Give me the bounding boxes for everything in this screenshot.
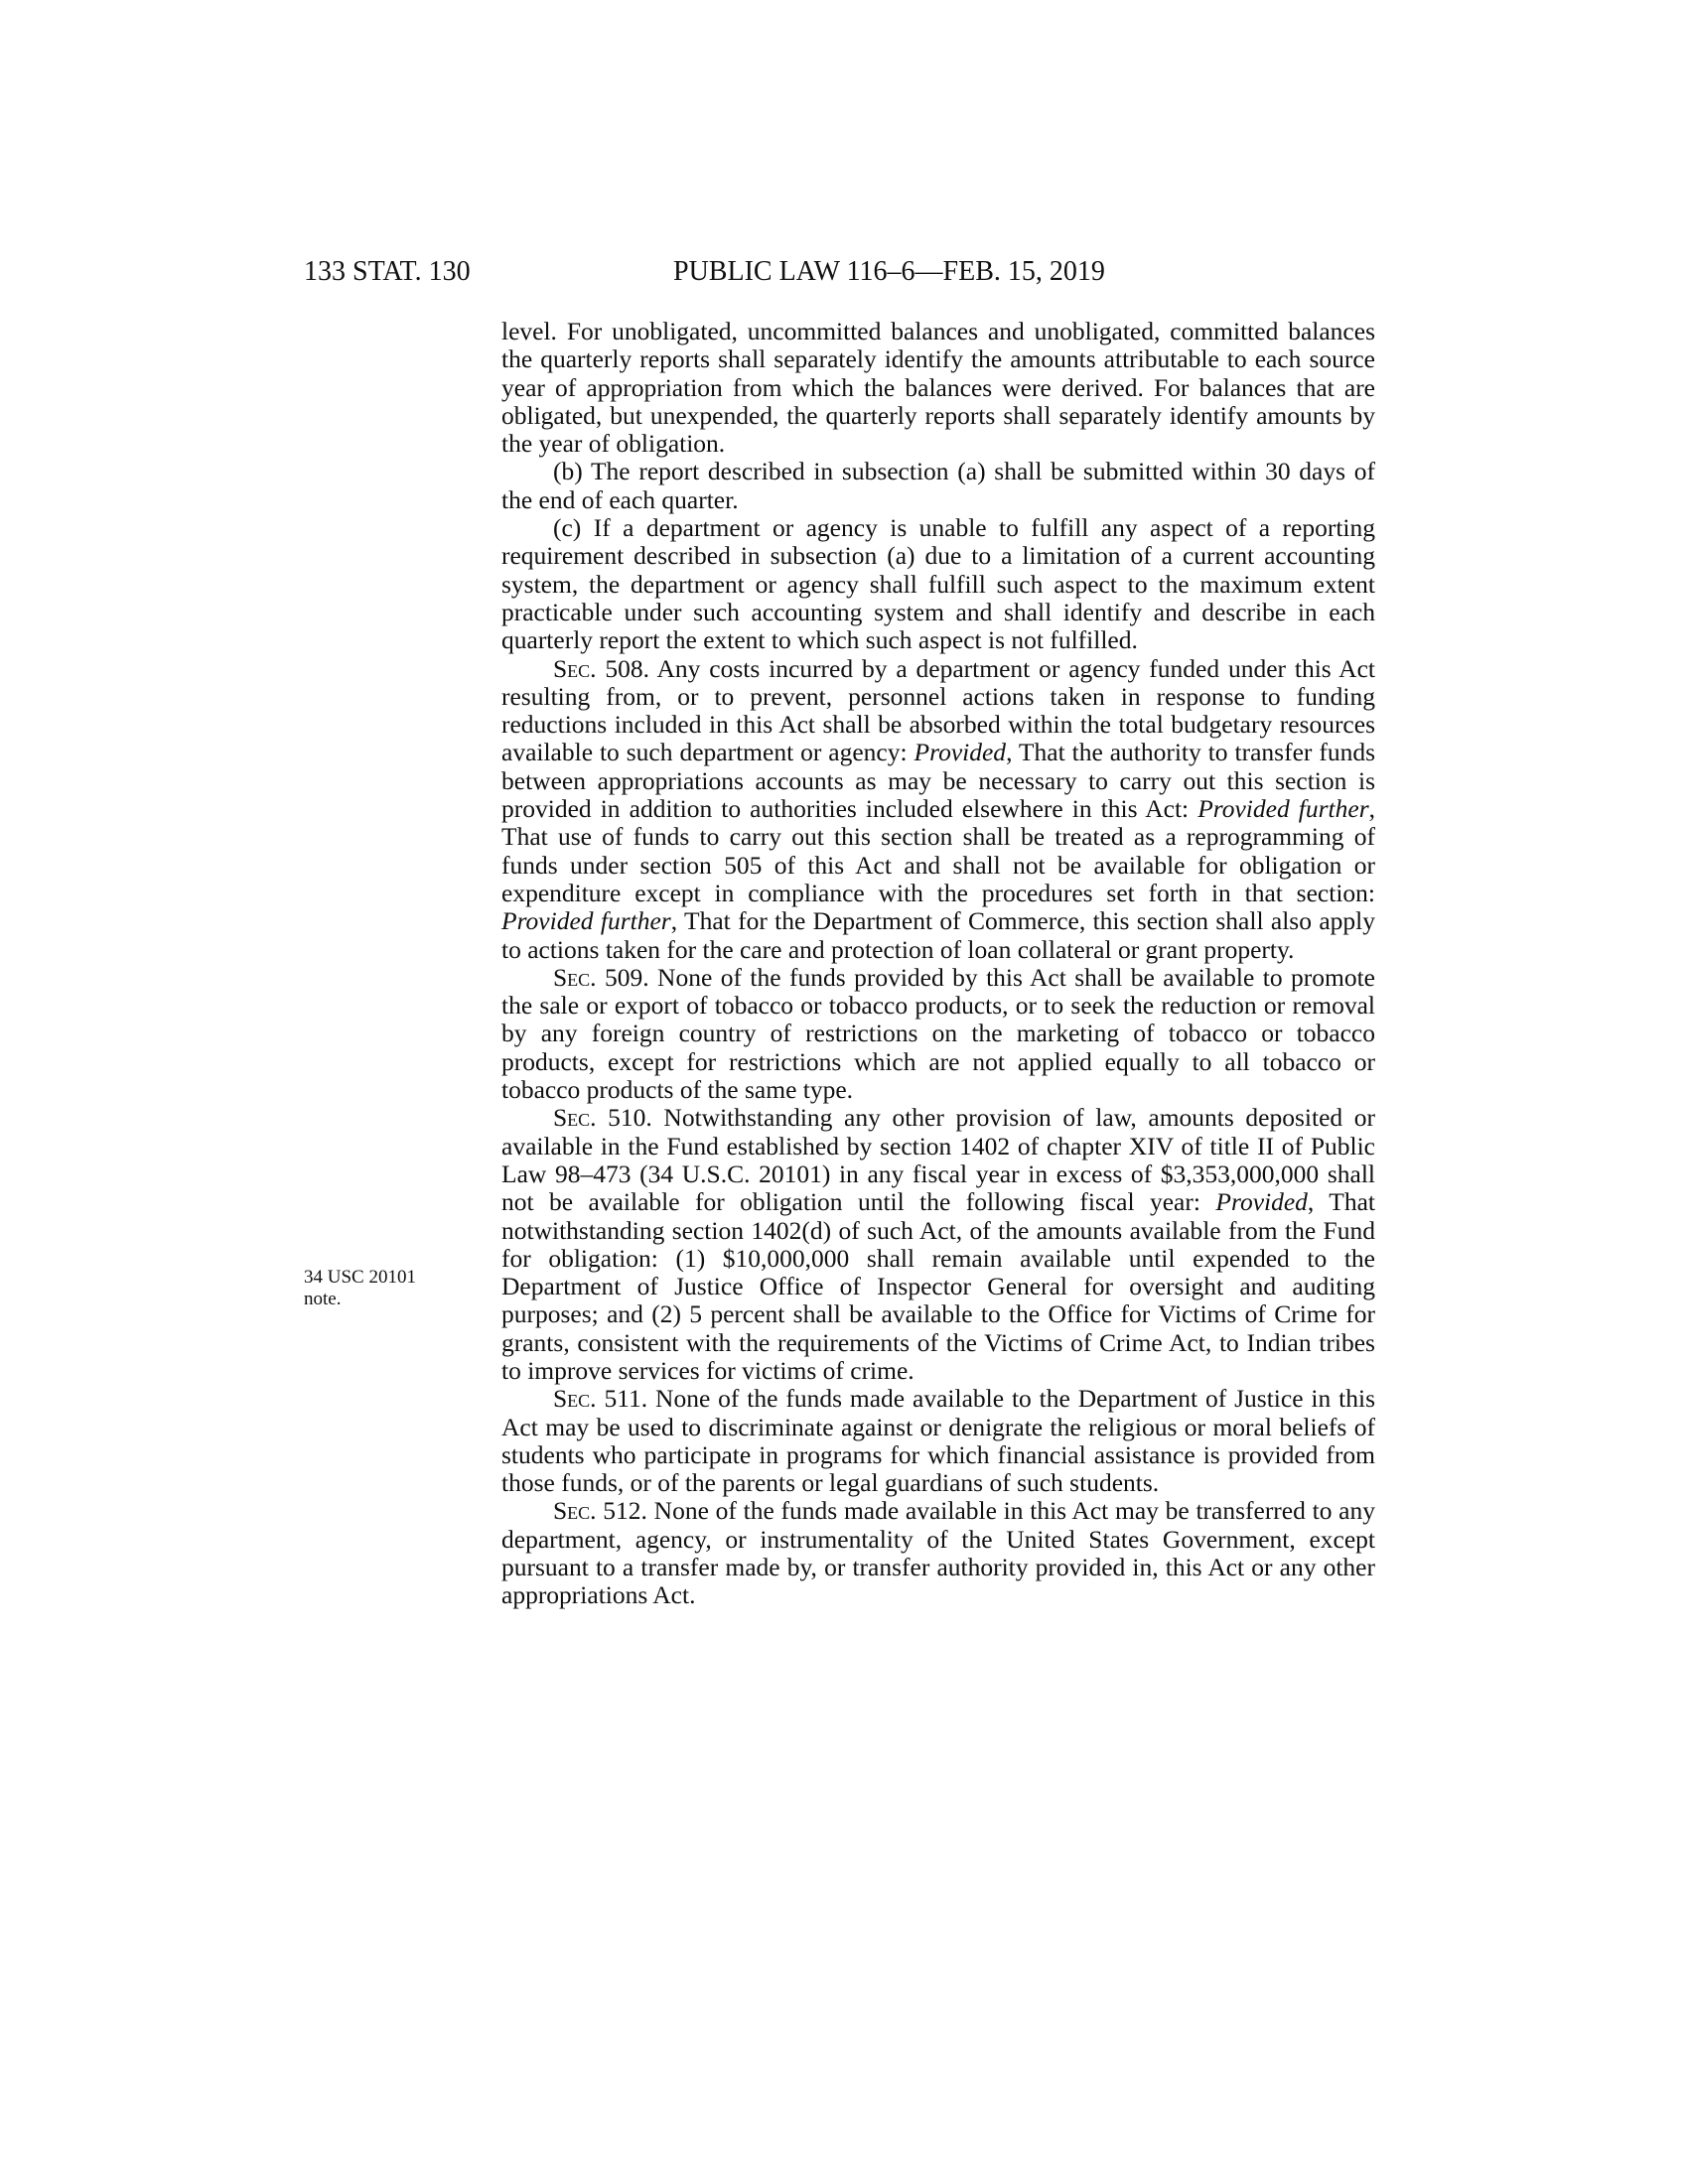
section-508-text-4: , That for the Department of Commerce, this section shall also apply to actions taken for the care and protection of loan collateral or grant property. bbox=[501, 906, 1375, 964]
section-510-text-2: , That notwithstanding section 1402(d) of such Act, of the amounts available from the Fund for obligation: (1) $10,000,000 shall remain available until expended to the Department of Justice Office of Inspector General for oversight and auditing purposes; and (2) 5 percent shall be available to the Office for Victims of Crime for grants, consistent with the requirements of the Victims of Crime Act, to Indian tribes to improve services for victims of crime. bbox=[501, 1187, 1375, 1385]
section-508-text-3: , That use of funds to carry out this section shall be treated as a reprogramming of funds under section 505 of this Act and shall not be available for obligation or expenditure except in compliance with the procedures set forth in that section: bbox=[501, 794, 1375, 907]
section-508-text-1: Any costs incurred by a department or agency funded under this Act resulting from, or to prevent, personnel actions taken in response to funding reductions included in this Act shall be absorbed within the total budgetary resources available to such department or agency: bbox=[501, 653, 1375, 767]
section-508-label: Sec. 508. bbox=[553, 653, 650, 683]
section-508-text-2: , That the authority to transfer funds between appropriations accounts as may be necessary to carry out this section is provided in addition to authorities included elsewhere in this Act: bbox=[501, 738, 1375, 824]
section-510-proviso: Provided bbox=[1215, 1187, 1308, 1217]
paragraph-subsection-b: (b) The report described in subsection (a) shall be submitted within 30 days of the end of each quarter. bbox=[501, 457, 1375, 514]
section-512-text: None of the funds made available in this Act may be transferred to any department, agency, or instrumentality of the United States Government, except pursuant to a transfer made by, or transfer authority provided in, this Act or any other appropriations Act. bbox=[501, 1496, 1376, 1610]
body-text bbox=[501, 318, 1375, 1610]
section-508-proviso-1: Provided bbox=[914, 738, 1007, 767]
section-508-proviso-3: Provided further bbox=[501, 906, 671, 936]
margin-note-citation: 34 USC 20101 bbox=[304, 1267, 416, 1288]
margin-note-label: note. bbox=[304, 1289, 342, 1309]
section-509-text: None of the funds provided by this Act shall be available to promote the sale or export of tobacco or tobacco products, or to seek the reduction or removal by any foreign country of restrictions on the marketing of tobacco or tobacco products, except for restrictions which are not applied equally to all tobacco or tobacco products of the same type. bbox=[501, 962, 1376, 1105]
section-512-label: Sec. 512. bbox=[553, 1496, 647, 1526]
section-508 bbox=[501, 655, 1375, 964]
margin-note bbox=[304, 1267, 473, 1310]
paragraph-subsection-c: (c) If a department or agency is unable to fulfill any aspect of a reporting requirement described in subsection (a) due to a limitation of a current accounting system, the department or agency shall fulfill such aspect to the maximum extent practicable under such accounting system and shall identify and describe in each quarterly report the extent to which such aspect is not fulfilled. bbox=[501, 513, 1375, 655]
section-510 bbox=[501, 1104, 1375, 1385]
page-header bbox=[304, 252, 1366, 292]
section-511-text: None of the funds made available to the Department of Justice in this Act may be used to discriminate against or denigrate the religious or moral beliefs of students who participate in programs for which financial assistance is provided from those funds, or of the parents or legal guardians of such students. bbox=[501, 1384, 1375, 1498]
section-509 bbox=[501, 964, 1375, 1104]
section-509-label: Sec. 509. bbox=[553, 962, 649, 992]
paragraph-continuation: level. For unobligated, uncommitted balances and unobligated, committed balances the quarterly reports shall separately identify the amounts attributable to each source year of appropriation from which the balances were derived. For balances that are obligated, but unexpended, the quarterly reports shall separately identify amounts by the year of obligation. bbox=[501, 317, 1375, 459]
section-510-text-1: Notwithstanding any other provision of law, amounts deposited or available in the Fund established by section 1402 of chapter XIV of title II of Public Law 98–473 (34 U.S.C. 20101) in any fiscal year in excess of $3,353,000,000 shall not be available for obligation until the following fiscal year: bbox=[501, 1103, 1375, 1217]
section-511-label: Sec. 511. bbox=[553, 1384, 648, 1414]
section-512 bbox=[501, 1497, 1375, 1609]
section-508-proviso-2: Provided further bbox=[1197, 794, 1369, 824]
section-511 bbox=[501, 1385, 1375, 1497]
statute-page-number: 133 STAT. 130 bbox=[304, 256, 471, 287]
public-law-title: PUBLIC LAW 116–6—FEB. 15, 2019 bbox=[673, 256, 1105, 287]
section-510-label: Sec. 510. bbox=[553, 1103, 652, 1133]
